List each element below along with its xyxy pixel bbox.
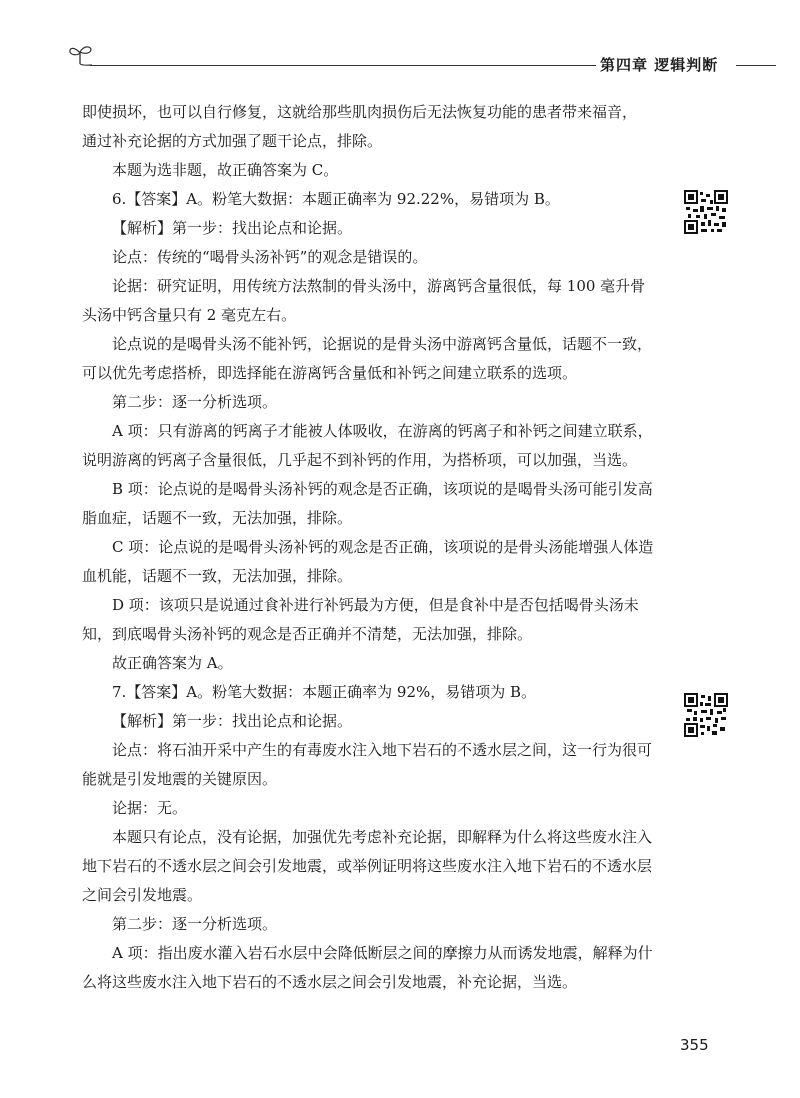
paragraph: 论点：将石油开采中产生的有毒废水注入地下岩石的不透水层之间，这一行为很可能就是引发地震的关键原因。 — [82, 741, 653, 788]
paragraph: 即使损坏，也可以自行修复，这就给那些肌肉损伤后无法恢复功能的患者带来福音， — [82, 103, 638, 121]
chapter-title: 第四章 逻辑判断 — [596, 54, 722, 75]
paragraph: 【解析】第一步：找出论点和论据。 — [112, 712, 353, 730]
paragraph: 【解析】第一步：找出论点和论据。 — [112, 219, 353, 237]
paragraph: B 项：论点说的是喝骨头汤补钙的观念是否正确，该项说的是喝骨头汤可能引发高脂血症，话题不一致，无法加强，排除。 — [82, 480, 653, 527]
header-rule-right — [736, 65, 776, 66]
paragraph: 本题只有论点，没有论据，加强优先考虑补充论据，即解释为什么将这些废水注入地下岩石的不透水层之间会引发地震，或举例证明将这些废水注入地下岩石的不透水层之间会引发地震。 — [82, 828, 653, 904]
header-rule — [90, 65, 658, 66]
paragraph: 第二步：逐一分析选项。 — [112, 915, 278, 933]
paragraph: 论据：研究证明，用传统方法熬制的骨头汤中，游离钙含量很低，每 100 毫升骨头汤中钙含量只有 2 毫克左右。 — [82, 277, 646, 324]
page-body — [82, 98, 660, 997]
sprout-icon — [68, 44, 94, 70]
paragraph: D 项：该项只是说通过食补进行补钙最为方便，但是食补中是否包括喝骨头汤未知，到底喝骨头汤补钙的观念是否正确并不清楚，无法加强，排除。 — [82, 596, 639, 643]
paragraph: 本题为选非题，故正确答案为 C。 — [112, 161, 339, 179]
answer-heading-7: 7.【答案】A。粉笔大数据：本题正确率为 92%，易错项为 B。 — [112, 683, 537, 701]
answer-heading-6: 6.【答案】A。粉笔大数据：本题正确率为 92.22%，易错项为 B。 — [112, 190, 560, 208]
paragraph: A 项：只有游离的钙离子才能被人体吸收，在游离的钙离子和补钙之间建立联系，说明游离的钙离子含量很低，几乎起不到补钙的作用，为搭桥项，可以加强，当选。 — [82, 422, 653, 469]
paragraph: 论据：无。 — [112, 799, 188, 817]
paragraph: 故正确答案为 A。 — [112, 654, 233, 672]
qr-code-icon[interactable] — [684, 693, 728, 737]
paragraph: 第二步：逐一分析选项。 — [112, 393, 278, 411]
paragraph: 论点：传统的“喝骨头汤补钙”的观念是错误的。 — [112, 248, 428, 266]
page-header — [68, 40, 776, 76]
qr-code-icon[interactable] — [684, 190, 728, 234]
paragraph: A 项：指出废水灌入岩石水层中会降低断层之间的摩擦力从而诱发地震，解释为什么将这些废水注入地下岩石的不透水层之间会引发地震，补充论据，当选。 — [82, 944, 653, 991]
paragraph: C 项：论点说的是喝骨头汤补钙的观念是否正确，该项说的是骨头汤能增强人体造血机能，话题不一致，无法加强，排除。 — [82, 538, 654, 585]
paragraph: 论点说的是喝骨头汤不能补钙，论据说的是骨头汤中游离钙含量低，话题不一致，可以优先考虑搭桥，即选择能在游离钙含量低和补钙之间建立联系的选项。 — [82, 335, 653, 382]
paragraph: 通过补充论据的方式加强了题干论点，排除。 — [82, 132, 383, 150]
page-number: 355 — [680, 1036, 709, 1054]
